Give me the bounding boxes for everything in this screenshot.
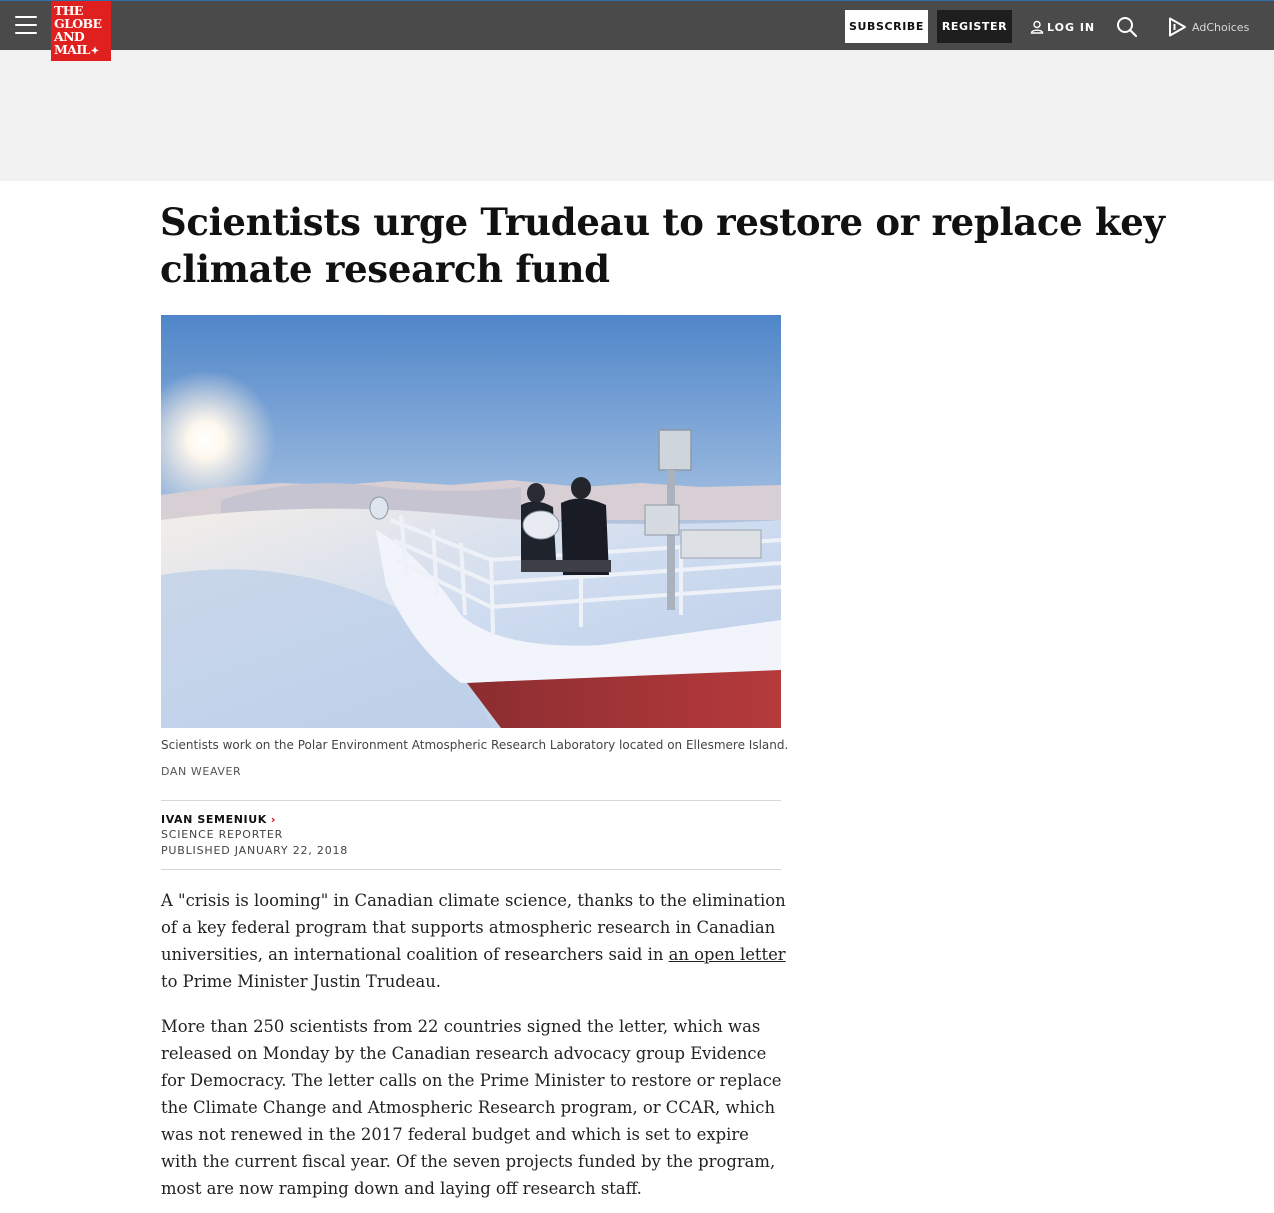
article-paragraph-1 [161, 887, 786, 995]
ad-banner-area [0, 50, 1274, 181]
article-headline: Scientists urge Trudeau to restore or replace key climate research fund [160, 200, 1165, 291]
search-icon[interactable] [1116, 16, 1138, 38]
hamburger-menu-icon[interactable] [15, 16, 37, 36]
author-role: SCIENCE REPORTER [161, 828, 284, 841]
login-label: LOG IN [1047, 20, 1096, 34]
publish-date: PUBLISHED JANUARY 22, 2018 [161, 844, 349, 857]
author-name: IVAN SEMENIUK [161, 813, 267, 826]
maple-leaf-icon: ✦ [90, 46, 99, 57]
subscribe-button[interactable]: SUBSCRIBE [845, 10, 928, 43]
article-photo[interactable] [161, 315, 781, 728]
adchoices-link[interactable] [1168, 16, 1249, 38]
byline [161, 812, 348, 859]
byline-bottom-divider [161, 869, 781, 870]
top-nav-bar [0, 0, 1274, 57]
login-button[interactable] [1030, 18, 1095, 36]
open-letter-link[interactable]: an open letter [668, 945, 786, 964]
adchoices-icon [1168, 17, 1187, 37]
globe-and-mail-logo[interactable] [51, 1, 111, 61]
logo-line-1: THE [54, 3, 83, 18]
user-icon [1030, 20, 1044, 34]
byline-top-divider [161, 800, 781, 801]
adchoices-label: AdChoices [1192, 20, 1250, 34]
article-paragraph-2: More than 250 scientists from 22 countries signed the letter, which was released on Monday by the Canadian research advocacy group Evidence for Democracy. The letter calls on the Prime Minister to restore or replace the Climate Change and Atmospheric Research program, or CCAR, which was not renewed in the 2017 federal budget and which is set to expire with the current fiscal year. Of the seven projects funded by the program, most are now ramping down and laying off research staff. [161, 1017, 782, 1198]
author-link[interactable] [161, 812, 348, 827]
register-button[interactable]: REGISTER [937, 10, 1012, 43]
paragraph-1-text-a: A "crisis is looming" in Canadian climate science, thanks to the elimination of a key federal program that supports atmospheric research in Canadian universities, an international coalition of researchers said in [161, 891, 786, 964]
chevron-right-icon: › [270, 813, 277, 826]
arctic-lab-image [161, 315, 781, 728]
image-caption: Scientists work on the Polar Environment Atmospheric Research Laboratory located on Ellesmere Island. [161, 738, 789, 752]
logo-line-2: GLOBE [54, 16, 102, 31]
logo-line-4: MAIL [54, 42, 90, 57]
logo-line-3: AND [54, 29, 85, 44]
image-credit: DAN WEAVER [161, 765, 242, 778]
paragraph-1-text-b: to Prime Minister Justin Trudeau. [161, 972, 441, 991]
